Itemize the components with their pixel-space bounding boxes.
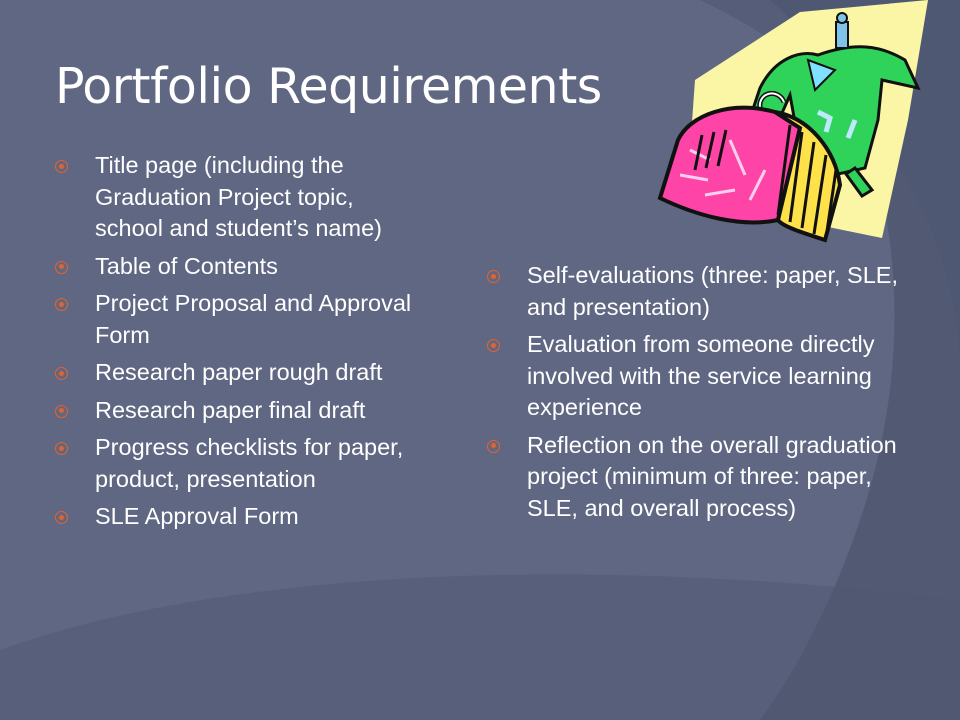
circle-bullet-icon	[55, 261, 68, 274]
list-item-text: Project Proposal and Approval Form	[95, 290, 412, 348]
list-item	[55, 251, 425, 283]
list-item	[55, 288, 425, 351]
list-item	[487, 260, 907, 323]
circle-bullet-icon	[55, 442, 68, 455]
circle-bullet-icon	[487, 440, 500, 453]
circle-bullet-icon	[487, 339, 500, 352]
slide-title: Portfolio Requirements	[55, 58, 602, 115]
circle-bullet-icon	[487, 270, 500, 283]
left-requirements-list	[55, 150, 425, 539]
list-item	[487, 430, 907, 525]
list-item-text: Research paper final draft	[95, 396, 366, 423]
student-with-briefcase-clipart	[650, 0, 940, 250]
list-item-text: SLE Approval Form	[95, 503, 299, 529]
right-requirements-list	[487, 260, 907, 530]
list-item-text: Reflection on the overall graduation project (minimum of three: paper, SLE, and overall process)	[527, 431, 897, 521]
list-item-text: Progress checklists for paper, product, presentation	[95, 434, 404, 492]
list-item	[55, 150, 425, 245]
list-item-text: Self-evaluations (three: paper, SLE, and presentation)	[527, 262, 898, 320]
list-item	[55, 395, 425, 427]
list-item-text: Research paper rough draft	[95, 359, 383, 385]
circle-bullet-icon	[55, 367, 68, 380]
list-item	[487, 329, 907, 424]
list-item-text: Title page (including the Graduation Project topic, school and student’s name)	[95, 152, 382, 241]
list-item	[55, 357, 425, 389]
circle-bullet-icon	[55, 160, 68, 173]
list-item	[55, 432, 425, 495]
list-item-text: Table of Contents	[95, 252, 278, 279]
circle-bullet-icon	[55, 511, 68, 524]
list-item	[55, 501, 425, 533]
list-item-text: Evaluation from someone directly involved with the service learning experience	[527, 331, 875, 420]
circle-bullet-icon	[55, 298, 68, 311]
circle-bullet-icon	[55, 405, 68, 418]
